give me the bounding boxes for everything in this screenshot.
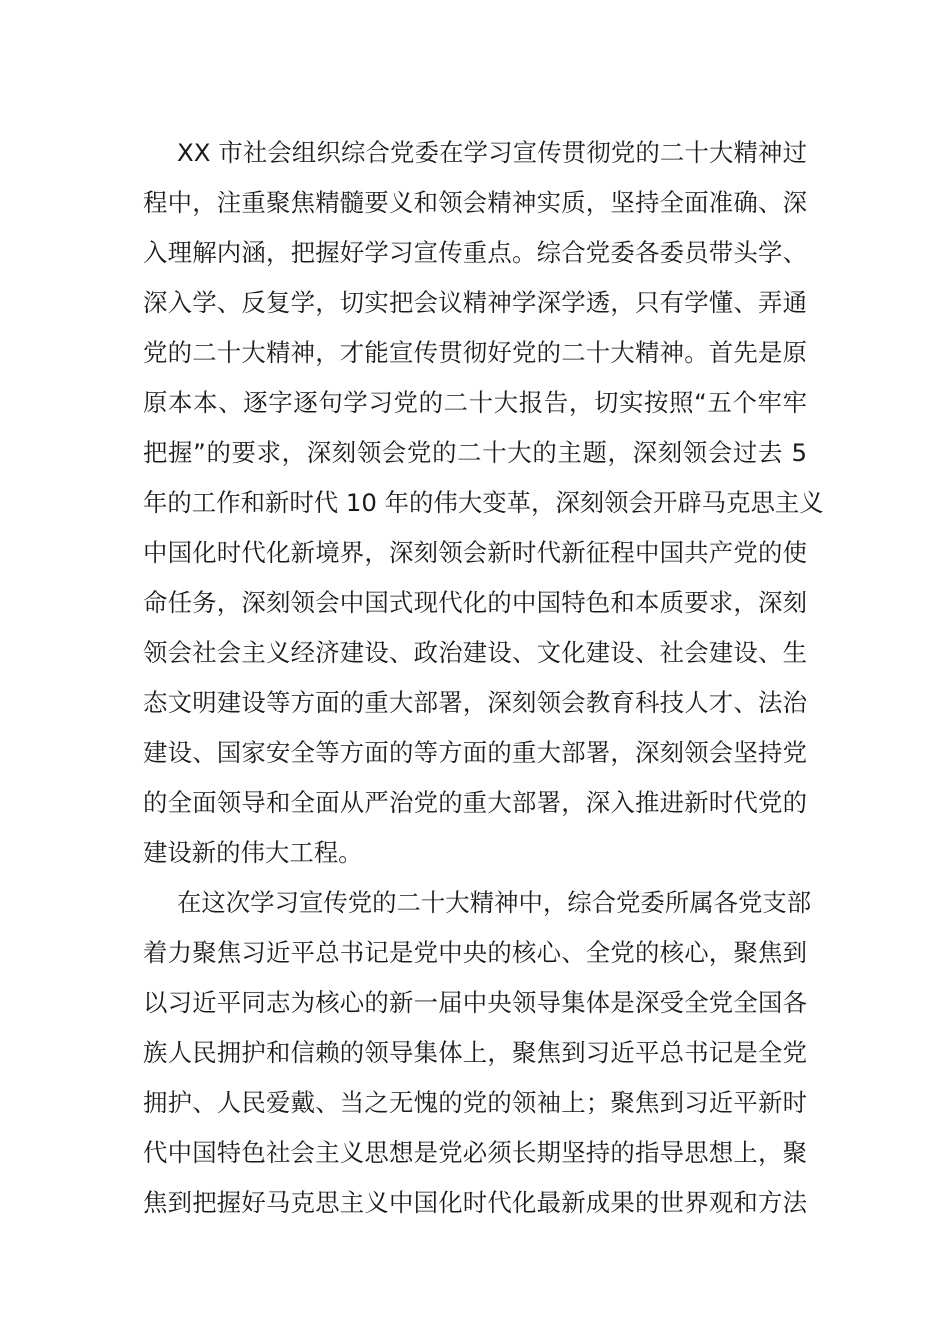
paragraph-line: 建设新的伟大工程。 — [143, 838, 363, 867]
paragraph-line: XX 市社会组织综合党委在学习宣传贯彻党的二十大精神过 — [177, 138, 807, 167]
paragraph-line: 的全面领导和全面从严治党的重大部署，深入推进新时代党的 — [143, 788, 807, 817]
paragraph-1 — [143, 128, 824, 878]
paragraph-line: 代中国特色社会主义思想是党必须长期坚持的指导思想上，聚 — [143, 1138, 807, 1167]
paragraph-line: 入理解内涵，把握好学习宣传重点。综合党委各委员带头学、 — [143, 238, 807, 267]
paragraph-line: 把握”的要求，深刻领会党的二十大的主题，深刻领会过去 5 — [143, 438, 807, 467]
paragraph-line: 党的二十大精神，才能宣传贯彻好党的二十大精神。首先是原 — [143, 338, 807, 367]
paragraph-line: 族人民拥护和信赖的领导集体上，聚焦到习近平总书记是全党 — [143, 1038, 807, 1067]
paragraph-line: 拥护、人民爱戴、当之无愧的党的领袖上；聚焦到习近平新时 — [143, 1088, 807, 1117]
paragraph-line: 以习近平同志为核心的新一届中央领导集体是深受全党全国各 — [143, 988, 807, 1017]
paragraph-2 — [143, 878, 812, 1228]
paragraph-line: 着力聚焦习近平总书记是党中央的核心、全党的核心，聚焦到 — [143, 938, 807, 967]
paragraph-line: 中国化时代化新境界，深刻领会新时代新征程中国共产党的使 — [143, 538, 807, 567]
paragraph-line: 在这次学习宣传党的二十大精神中，综合党委所属各党支部 — [177, 888, 812, 917]
paragraph-line: 建设、国家安全等方面的等方面的重大部署，深刻领会坚持党 — [143, 738, 807, 767]
paragraph-line: 焦到把握好马克思主义中国化时代化最新成果的世界观和方法 — [143, 1188, 807, 1217]
document-body — [143, 128, 824, 1228]
paragraph-line: 程中，注重聚焦精髓要义和领会精神实质，坚持全面准确、深 — [143, 188, 807, 217]
paragraph-line: 命任务，深刻领会中国式现代化的中国特色和本质要求，深刻 — [143, 588, 807, 617]
paragraph-line: 深入学、反复学，切实把会议精神学深学透，只有学懂、弄通 — [143, 288, 807, 317]
paragraph-line: 领会社会主义经济建设、政治建设、文化建设、社会建设、生 — [143, 638, 807, 667]
paragraph-line: 原本本、逐字逐句学习党的二十大报告，切实按照“五个牢牢 — [143, 388, 807, 417]
paragraph-line: 年的工作和新时代 10 年的伟大变革，深刻领会开辟马克思主义 — [143, 488, 824, 517]
paragraph-line: 态文明建设等方面的重大部署，深刻领会教育科技人才、法治 — [143, 688, 807, 717]
